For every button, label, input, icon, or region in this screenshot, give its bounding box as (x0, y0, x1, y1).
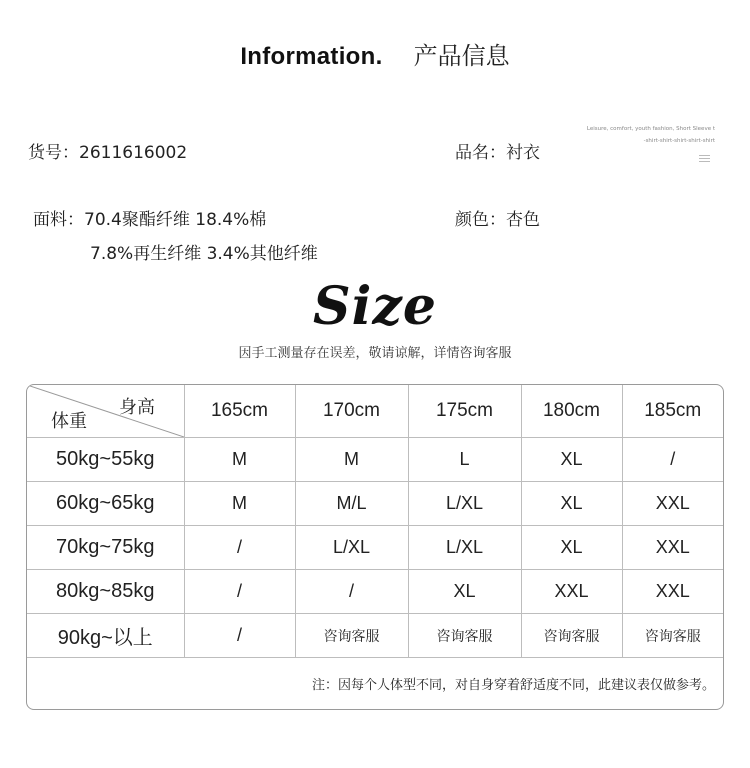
size-cell: M (184, 438, 295, 482)
weight-cell: 90kg~以上 (27, 614, 184, 658)
title-chinese: 产品信息 (413, 42, 510, 70)
table-row (27, 614, 723, 658)
height-axis-label: 身高 (119, 397, 155, 417)
size-cell: M (295, 438, 408, 482)
size-cell: M/L (295, 482, 408, 526)
size-cell: / (295, 570, 408, 614)
size-cell: XL (521, 438, 622, 482)
table-header-row (27, 385, 723, 438)
title-english: Information. (240, 43, 383, 70)
tagline-line-1: Leisure, comfort, youth fashion, Short Sleeve t (586, 126, 715, 132)
measurement-note: 因手工测量存在误差，敬请谅解，详情咨询客服 (238, 346, 512, 361)
item-number: 货号：2611616002 (28, 143, 188, 163)
size-cell: 咨询客服 (295, 614, 408, 658)
size-cell: / (622, 438, 723, 482)
tagline (525, 123, 715, 147)
size-cell: XL (521, 482, 622, 526)
product-color: 颜色：杏色 (455, 210, 540, 230)
size-cell: L/XL (408, 482, 521, 526)
size-heading: Size (313, 276, 437, 337)
size-cell: M (184, 482, 295, 526)
size-cell: 咨询客服 (521, 614, 622, 658)
size-cell: L (408, 438, 521, 482)
material-line-2: 7.8%再生纤维 3.4%其他纤维 (90, 244, 318, 264)
size-cell: / (184, 570, 295, 614)
tagline-line-2: -shirt-shirt-shirt-shirt-shirt (643, 138, 715, 144)
list-icon (699, 155, 710, 166)
size-cell: XXL (622, 570, 723, 614)
size-cell: XXL (622, 526, 723, 570)
column-header: 165cm (184, 385, 295, 438)
weight-cell: 70kg~75kg (27, 526, 184, 570)
size-cell: XXL (521, 570, 622, 614)
table-row (27, 438, 723, 482)
size-cell: L/XL (408, 526, 521, 570)
weight-cell: 60kg~65kg (27, 482, 184, 526)
size-chart (26, 384, 724, 710)
weight-cell: 50kg~55kg (27, 438, 184, 482)
size-table (27, 385, 723, 658)
material-line-1: 面料：70.4聚酯纤维 18.4%棉 (33, 210, 267, 230)
reference-note: 注：因每个人体型不同，对自身穿着舒适度不同，此建议表仅做参考。 (311, 678, 715, 693)
size-cell: XL (408, 570, 521, 614)
column-header: 175cm (408, 385, 521, 438)
table-row (27, 526, 723, 570)
page-title (0, 36, 750, 71)
size-cell: 咨询客服 (408, 614, 521, 658)
size-cell: XL (521, 526, 622, 570)
size-cell: / (184, 526, 295, 570)
column-header: 180cm (521, 385, 622, 438)
weight-cell: 80kg~85kg (27, 570, 184, 614)
weight-axis-label: 体重 (51, 411, 87, 431)
column-header: 170cm (295, 385, 408, 438)
size-cell: 咨询客服 (622, 614, 723, 658)
table-row (27, 482, 723, 526)
size-cell: XXL (622, 482, 723, 526)
column-header: 185cm (622, 385, 723, 438)
size-cell: / (184, 614, 295, 658)
size-cell: L/XL (295, 526, 408, 570)
table-row (27, 570, 723, 614)
corner-cell (27, 385, 184, 438)
product-name: 品名：衬衣 (455, 143, 540, 163)
